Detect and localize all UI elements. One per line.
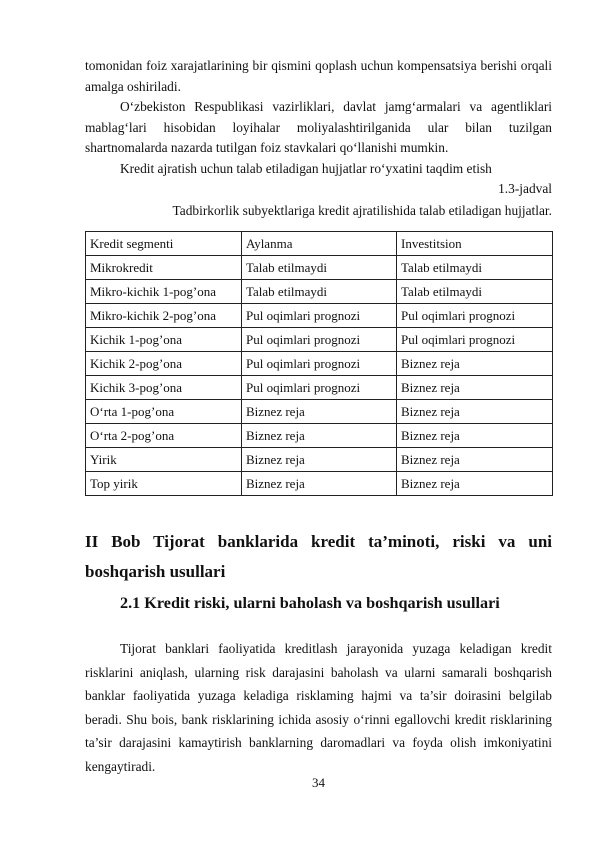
- table-cell: Pul oqimlari prognozi: [242, 352, 397, 376]
- table-cell: Pul oqimlari prognozi: [397, 328, 553, 352]
- table-row: [86, 304, 553, 328]
- chapter-heading-line1: II Bob Tijorat banklarida kredit ta’minoti, riski va uni: [85, 532, 552, 551]
- header-cell-investment: Investitsion: [397, 232, 553, 256]
- table-cell: Mikro-kichik 1-pog’ona: [86, 280, 242, 304]
- documents-table: [85, 231, 553, 496]
- paragraph-continuation: tomonidan foiz xarajatlarining bir qismini qoplash uchun kompensatsiya berishi orqali amalga oshiriladi.: [85, 58, 552, 94]
- paragraph-credit-risk: Tijorat banklari faoliyatida kreditlash jarayonida yuzaga keladigan kredit risklarini aniqlash, ularning risk darajasini baholash va ularni samarali boshqarish banklar faoliyatida yuzaga keladiga risklaming hajmi va ta’sir doirasini belgilab beradi. Shu bois, bank risklarining ichida asosiy o‘rinni egallovchi kredit risklarining ta’sir darajasini kamaytirish banklarning daromadlari va foyda olish imkoniyatini kengaytiradi.: [85, 641, 552, 774]
- table-number: 1.3-jadval: [498, 181, 552, 196]
- paragraph-documents-intro: Kredit ajratish uchun talab etiladigan hujjatlar ro‘yxatini taqdim etish: [120, 161, 492, 176]
- table-row: [86, 400, 553, 424]
- table-row: [86, 376, 553, 400]
- table-cell: Biznez reja: [242, 424, 397, 448]
- table-row: [86, 352, 553, 376]
- table-cell: Pul oqimlari prognozi: [242, 304, 397, 328]
- table-cell: Yirik: [86, 448, 242, 472]
- table-row: [86, 256, 553, 280]
- table-row: [86, 424, 553, 448]
- table-cell: Biznez reja: [397, 352, 553, 376]
- table-cell: Biznez reja: [397, 448, 553, 472]
- table-cell: Biznez reja: [242, 472, 397, 496]
- table-cell: Talab etilmaydi: [397, 280, 553, 304]
- chapter-heading: [85, 527, 552, 587]
- table-row: [86, 280, 553, 304]
- chapter-heading-line2: boshqarish usullari: [85, 562, 226, 581]
- table-cell: Pul oqimlari prognozi: [397, 304, 553, 328]
- table-header-row: [86, 232, 553, 256]
- table-cell: Talab etilmaydi: [397, 256, 553, 280]
- table-caption: Tadbirkorlik subyektlariga kredit ajratilishida talab etiladigan hujjatlar.: [172, 203, 552, 218]
- table-cell: O‘rta 2-pog’ona: [86, 424, 242, 448]
- table-cell: Mikrokredit: [86, 256, 242, 280]
- table-cell: Biznez reja: [397, 400, 553, 424]
- page-number: 34: [312, 775, 325, 790]
- table-cell: Talab etilmaydi: [242, 280, 397, 304]
- table-cell: Talab etilmaydi: [242, 256, 397, 280]
- table-row: [86, 472, 553, 496]
- table-row: [86, 328, 553, 352]
- table-cell: O‘rta 1-pog’ona: [86, 400, 242, 424]
- table-cell: Biznez reja: [242, 448, 397, 472]
- section-heading: 2.1 Kredit riski, ularni baholash va boshqarish usullari: [120, 594, 500, 612]
- table-cell: Kichik 3-pog’ona: [86, 376, 242, 400]
- table-cell: Pul oqimlari prognozi: [242, 376, 397, 400]
- table-cell: Biznez reja: [397, 424, 553, 448]
- header-cell-turnover: Aylanma: [242, 232, 397, 256]
- table-cell: Top yirik: [86, 472, 242, 496]
- table-row: [86, 448, 553, 472]
- table-cell: Mikro-kichik 2-pog’ona: [86, 304, 242, 328]
- table-cell: Kichik 2-pog’ona: [86, 352, 242, 376]
- table-cell: Pul oqimlari prognozi: [242, 328, 397, 352]
- table-cell: Biznez reja: [397, 376, 553, 400]
- table-cell: Biznez reja: [242, 400, 397, 424]
- paragraph-ministries: O‘zbekiston Respublikasi vazirliklari, davlat jamg‘armalari va agentliklari mablag‘lari hisobidan loyihalar moliyalashtirilganida ular bilan tuzilgan shartnomalarda nazarda tutilgan foiz stavkalari qo‘llanishi mumkin.: [85, 99, 552, 155]
- table-cell: Kichik 1-pog’ona: [86, 328, 242, 352]
- table-cell: Biznez reja: [397, 472, 553, 496]
- header-cell-segment: Kredit segmenti: [86, 232, 242, 256]
